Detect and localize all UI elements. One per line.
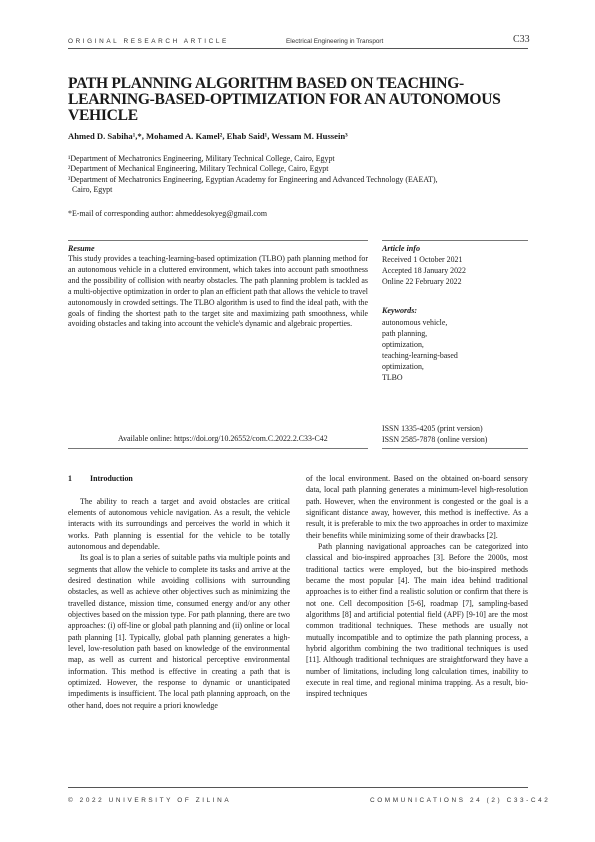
affiliations: [68, 154, 528, 195]
doi-link[interactable]: Available online: https://doi.org/10.26552/com.C.2022.2.C33-C42: [118, 434, 328, 443]
corresponding-email: *E-mail of corresponding author: ahmeddesokyeg@gmail.com: [68, 209, 267, 218]
abstract-text: This study provides a teaching-learning-based optimization (TLBO) path planning method for an autonomous vehicle in a cluttered environment, which takes into account path smoothness and the possibility of collision with nearby obstacles. The path planning problem is tackled as a multi-objective optimization in order to plan an efficient path that allows the vehicle to travel autonomously in crowded settings. The TLBO algorithm is used to find the ideal path, with the goals of finding the shortest path to the target site and maximizing path smoothness, while avoiding obstacles and taking into account the vehicle's dynamic and algebraic properties.: [68, 254, 368, 329]
section-heading: [68, 473, 290, 484]
article-info-dates: [382, 254, 466, 287]
abstract-top-rule: [68, 240, 368, 241]
keyword: TLBO: [382, 373, 403, 383]
abstract-heading: Resume: [68, 244, 95, 253]
right-column: [306, 473, 528, 700]
affiliation-line: ¹Department of Mechatronics Engineering, Military Technical College, Cairo, Egypt: [68, 154, 335, 163]
affiliation-line: Cairo, Egypt: [72, 184, 113, 194]
body-paragraph: Its goal is to plan a series of suitable paths via multiple points and segments that allow the vehicle to complete its tasks and arrive at the desired destination while avoiding collisions with surrounding obstacles, as well as achieve other objectives such as minimizing the travelled distance, mission time, consumed energy and/or any other objectives based on the mission type. For path planning, there are two approaches: (i) off-line or global path planning and (ii) online or local path planning [1]. Typically, global path planning generates a high-level, low-resolution path based on knowledge of the environmental map, as well as current and historical perceptive environmental information. This method is effective in creating a path that is optimized. However, the response to dynamic or unanticipated impediments is insufficient. The local path planning approach, on the other hand, does not require a priori knowledge: [68, 553, 290, 710]
keyword: optimization,: [382, 362, 424, 372]
keyword: optimization,: [382, 340, 424, 350]
article-info-heading: Article info: [382, 244, 420, 253]
body-paragraph: of the local environment. Based on the obtained on-board sensory data, local path planning generates a minimum-level high-resolution path. However, when the environment is congested or the goal is a significant distance away, however, this method is ineffective. As a result, it is preferable to mix the two approaches in order to maximize their benefits while minimizing some of their drawbacks [2].: [306, 474, 528, 540]
issn-block: [382, 423, 487, 445]
abstract-bottom-rule: [68, 448, 368, 449]
affiliation-line: ²Department of Mechanical Engineering, Military Technical College, Cairo, Egypt: [68, 164, 329, 174]
journal-section: Electrical Engineering in Transport: [286, 38, 384, 45]
affiliation-line: ³Department of Mechatronics Engineering, Egyptian Academy for Engineering and Advanced Technology (EAEAT),: [68, 174, 438, 184]
article-category: ORIGINAL RESEARCH ARTICLE: [68, 38, 229, 45]
section-number: 1: [68, 474, 72, 483]
keyword: teaching-learning-based: [382, 351, 458, 361]
left-column: [68, 473, 290, 711]
info-bottom-rule: [382, 448, 528, 449]
keyword: path planning,: [382, 329, 428, 339]
body-paragraph: The ability to reach a target and avoid obstacles are critical elements of autonomous vehicle navigation. As a result, the vehicle interacts with its surroundings and perceives the world in which it works. Path planning is essential for the vehicle to be totally autonomous and dependable.: [68, 496, 290, 551]
footer-citation: COMMUNICATIONS 24 (2) C33-C42: [370, 797, 551, 804]
keyword: autonomous vehicle,: [382, 318, 448, 327]
received-date: Received 1 October 2021: [382, 255, 463, 264]
footer-copyright: © 2022 UNIVERSITY OF ZILINA: [68, 797, 232, 804]
accepted-date: Accepted 18 January 2022: [382, 266, 466, 276]
online-date: Online 22 February 2022: [382, 277, 462, 287]
article-title: PATH PLANNING ALGORITHM BASED ON TEACHING-LEARNING-BASED-OPTIMIZATION FOR AN AUTONOMOUS VEHICLE: [68, 75, 501, 124]
footer-rule: [68, 787, 528, 788]
info-top-rule: [382, 240, 528, 241]
keywords-heading: Keywords:: [382, 306, 418, 315]
section-title: Introduction: [90, 474, 133, 483]
header-rule: [68, 48, 528, 49]
issn-online: ISSN 2585-7878 (online version): [382, 435, 488, 445]
body-paragraph: Path planning navigational approaches can be categorized into classical and bio-inspired approaches [3]. Before the 2000s, most traditional tactics were employed, but the bio-inspired methods became the most popular [4]. The main idea behind traditional approaches is to either find a realistic solution or confirm that there is not one. Cell decomposition [5-6], roadmap [7], sampling-based algorithms [8] and artificial potential field (APF) [9-10] are the most common traditional techniques. These methods are usually not mutually incompatible and to optimize the path planning process, a hybrid algorithm combining the two traditional techniques is used [11]. Although traditional techniques are straightforward they have a number of limitations, including long calculation times, inability to execute in real time, and regional minima trapping. As a result, bio-inspired techniques: [306, 541, 528, 699]
author-list: Ahmed D. Sabiha¹,*, Mohamed A. Kamel², Ehab Said¹, Wessam M. Hussein³: [68, 131, 348, 141]
page-number: C33: [513, 34, 530, 45]
issn-print: ISSN 1335-4205 (print version): [382, 424, 483, 433]
keywords-list: [382, 317, 458, 384]
